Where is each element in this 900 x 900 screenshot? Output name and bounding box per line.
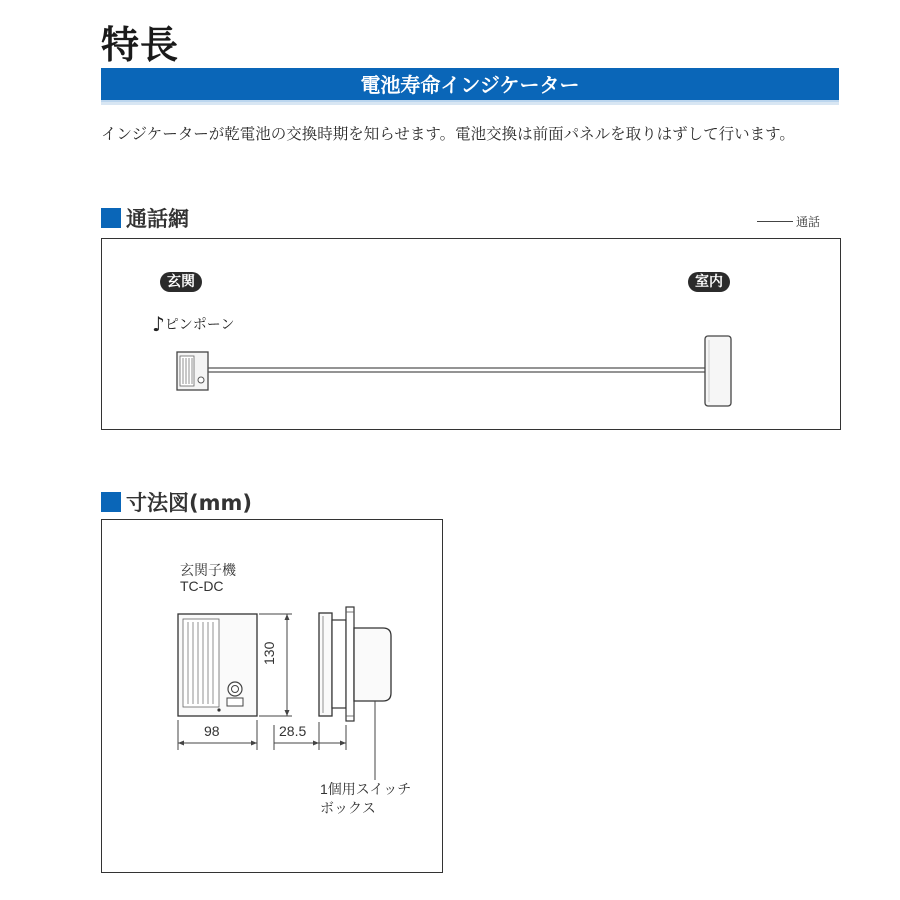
page-title: 特長 bbox=[101, 23, 180, 67]
legend-label: 通話 bbox=[796, 215, 821, 229]
entrance-label: 玄関 bbox=[160, 272, 202, 292]
switchbox-label-line2: ボックス bbox=[320, 800, 376, 816]
dimensions-heading-text: 寸法図(mm) bbox=[126, 491, 252, 515]
call-wire bbox=[208, 368, 705, 372]
music-note-icon: ♪ bbox=[152, 312, 165, 336]
feature-banner: 電池寿命インジケーター bbox=[101, 68, 839, 102]
unit-name-label: 玄関子機 bbox=[180, 562, 236, 578]
indoor-label: 室内 bbox=[688, 272, 730, 292]
chime-text: ピンポーン bbox=[164, 317, 235, 333]
indoor-unit-icon bbox=[705, 336, 731, 406]
dimension-diagram-frame bbox=[101, 519, 443, 873]
square-bullet-icon bbox=[101, 492, 121, 512]
feature-description: インジケーターが乾電池の交換時期を知らせます。電池交換は前面パネルを取りはずして行います。 bbox=[101, 125, 795, 143]
switchbox-label-line1: 1個用スイッチ bbox=[320, 781, 412, 797]
height-value: 130 bbox=[261, 641, 277, 665]
dimensions-heading bbox=[101, 487, 252, 517]
width-value: 98 bbox=[204, 723, 220, 739]
depth-value: 28.5 bbox=[279, 723, 307, 739]
unit-model-label: TC-DC bbox=[180, 578, 224, 594]
entrance-unit-icon bbox=[177, 352, 208, 390]
network-heading-text: 通話網 bbox=[126, 207, 189, 231]
